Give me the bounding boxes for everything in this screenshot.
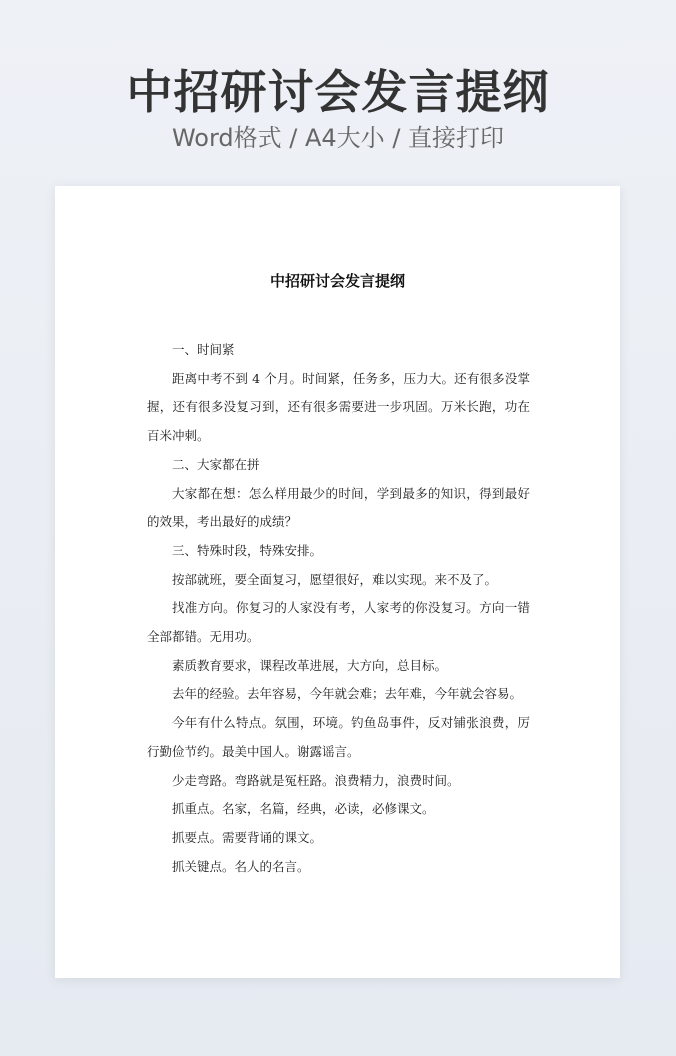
- document-page: [55, 186, 620, 978]
- section-heading-3: 三、特殊时段，特殊安排。: [172, 542, 323, 558]
- paragraph: 抓要点。需要背诵的课文。: [172, 829, 323, 845]
- paragraph: 找准方向。你复习的人家没有考，人家考的你没复习。方向一错全部都错。无用功。: [147, 600, 530, 645]
- document-title: 中招研讨会发言提纲: [269, 272, 405, 290]
- paragraph: 按部就班，要全面复习，愿望很好，难以实现。来不及了。: [172, 571, 498, 587]
- paragraph: 大家都在想：怎么样用最少的时间，学到最多的知识，得到最好的效果，考出最好的成绩？: [147, 485, 530, 530]
- section-heading-2: 二、大家都在拼: [172, 456, 260, 472]
- header-banner: [0, 0, 676, 186]
- banner-title: 中招研讨会发言提纲: [126, 65, 550, 119]
- document-body: [147, 336, 530, 881]
- paragraph: 去年的经验。去年容易，今年就会难；去年难，今年就会容易。: [172, 686, 523, 702]
- paragraph: 抓重点。名家，名篇，经典，必读，必修课文。: [172, 801, 435, 817]
- banner-subtitle: Word格式 / A4大小 / 直接打印: [171, 124, 505, 152]
- paragraph: 距离中考不到 4 个月。时间紧，任务多，压力大。还有很多没掌握，还有很多没复习到，还有很多需要进一步巩固。万米长跑，功在百米冲刺。: [147, 370, 530, 444]
- paragraph: 今年有什么特点。氛围，环境。钓鱼岛事件，反对铺张浪费，厉行勤俭节约。最美中国人。谢露谣言。: [147, 715, 530, 759]
- paragraph: 少走弯路。弯路就是冤枉路。浪费精力，浪费时间。: [172, 772, 460, 788]
- paragraph: 抓关键点。名人的名言。: [172, 858, 310, 874]
- paragraph: 素质教育要求，课程改革进展，大方向，总目标。: [172, 657, 448, 673]
- section-heading-1: 一、时间紧: [172, 342, 235, 357]
